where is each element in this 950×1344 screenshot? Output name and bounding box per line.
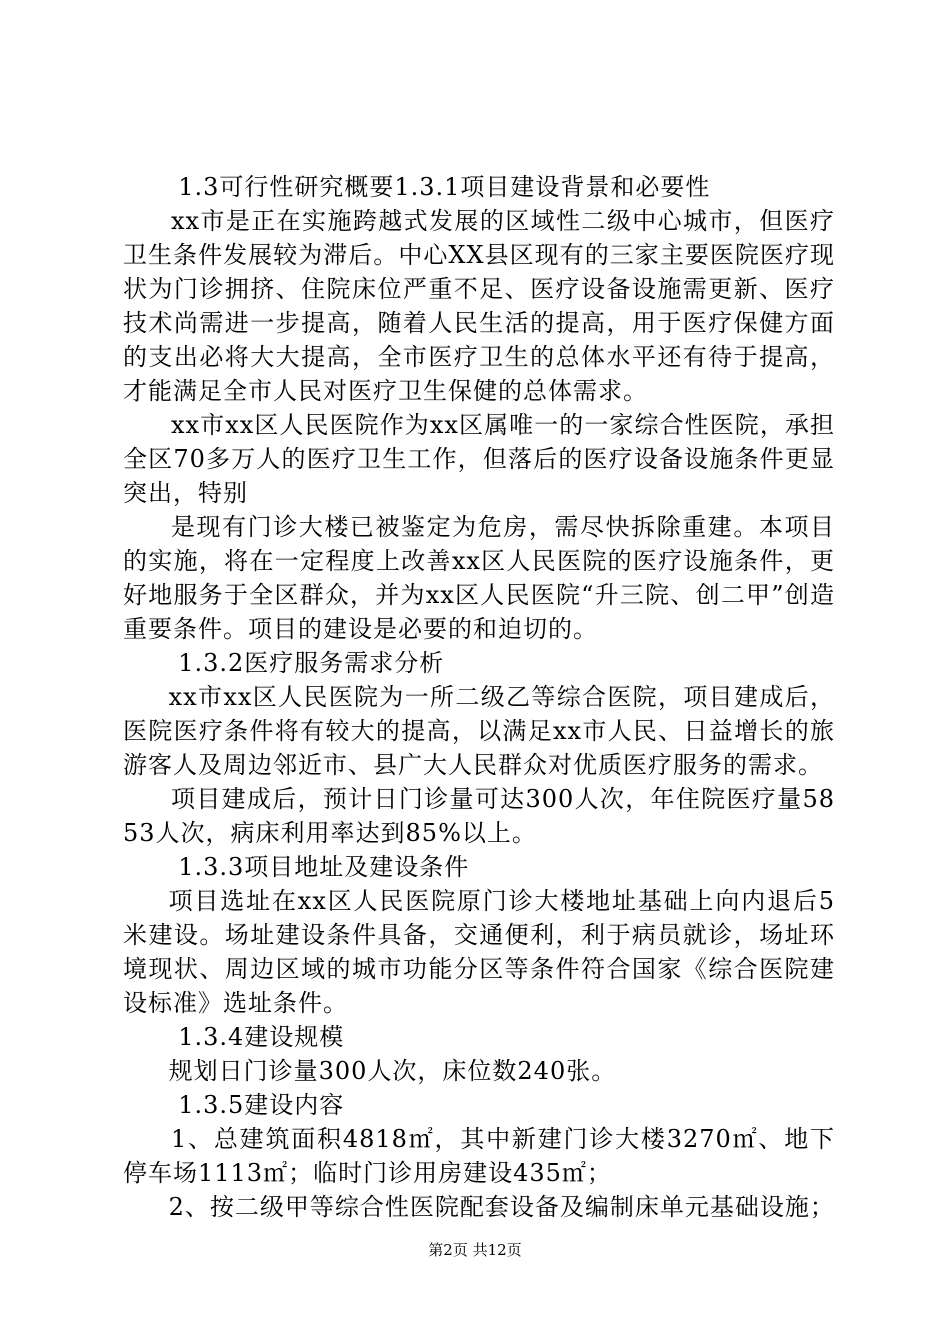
paragraph-hospital-role: xx市xx区人民医院作为xx区属唯一的一家综合性医院，承担全区70多万人的医疗卫生工作，但落后的医疗设备设施条件更显突出，特别 [123,411,835,507]
paragraph-content-item-1: 1、总建筑面积4818㎡，其中新建门诊大楼3270㎡、地下停车场1113㎡；临时门诊用房建设435㎡； [123,1125,835,1187]
paragraph-background: xx市是正在实施跨越式发展的区域性二级中心城市，但医疗卫生条件发展较为滞后。中心XX县区现有的三家主要医院医疗现状为门诊拥挤、住院床位严重不足、医疗设备设施需更新、医疗技术尚需进一步提高，随着人民生活的提高，用于医疗保健方面的支出必将大大提高，全市医疗卫生的总体水平还有待于提高，才能满足全市人民对医疗卫生保健的总体需求。 [123,207,835,405]
paragraph-content-item-2: 2、按二级甲等综合性医院配套设备及编制床单元基础设施； [168,1193,835,1221]
paragraph-necessity: 是现有门诊大楼已被鉴定为危房，需尽快拆除重建。本项目的实施，将在一定程度上改善xx区人民医院的医疗设施条件，更好地服务于全区群众，并为xx区人民医院“升三院、创二甲”创造重要条件。项目的建设是必要的和迫切的。 [123,513,835,643]
section-heading-1-3-3: 1.3.3项目地址及建设条件 [178,853,470,881]
paragraph-site: 项目选址在xx区人民医院原门诊大楼地址基础上向内退后5米建设。场址建设条件具备，交通便利，利于病员就诊，场址环境现状、周边区域的城市功能分区等条件符合国家《综合医院建设标准》选址条件。 [123,887,835,1017]
paragraph-scale: 规划日门诊量300人次，床位数240张。 [168,1057,617,1085]
section-heading-1-3: 1.3可行性研究概要1.3.1项目建设背景和必要性 [178,173,711,201]
paragraph-forecast: 项目建成后，预计日门诊量可达300人次，年住院医疗量5853人次，病床利用率达到85%以上。 [123,785,835,847]
section-heading-1-3-2: 1.3.2医疗服务需求分析 [178,649,445,677]
page-number-footer: 第2页 共12页 [428,1241,522,1259]
section-heading-1-3-5: 1.3.5建设内容 [178,1091,345,1119]
document-body [123,170,835,1224]
paragraph-demand: xx市xx区人民医院为一所二级乙等综合医院，项目建成后，医院医疗条件将有较大的提高，以满足xx市人民、日益增长的旅游客人及周边邻近市、县广大人民群众对优质医疗服务的需求。 [123,683,835,779]
section-heading-1-3-4: 1.3.4建设规模 [178,1023,345,1051]
